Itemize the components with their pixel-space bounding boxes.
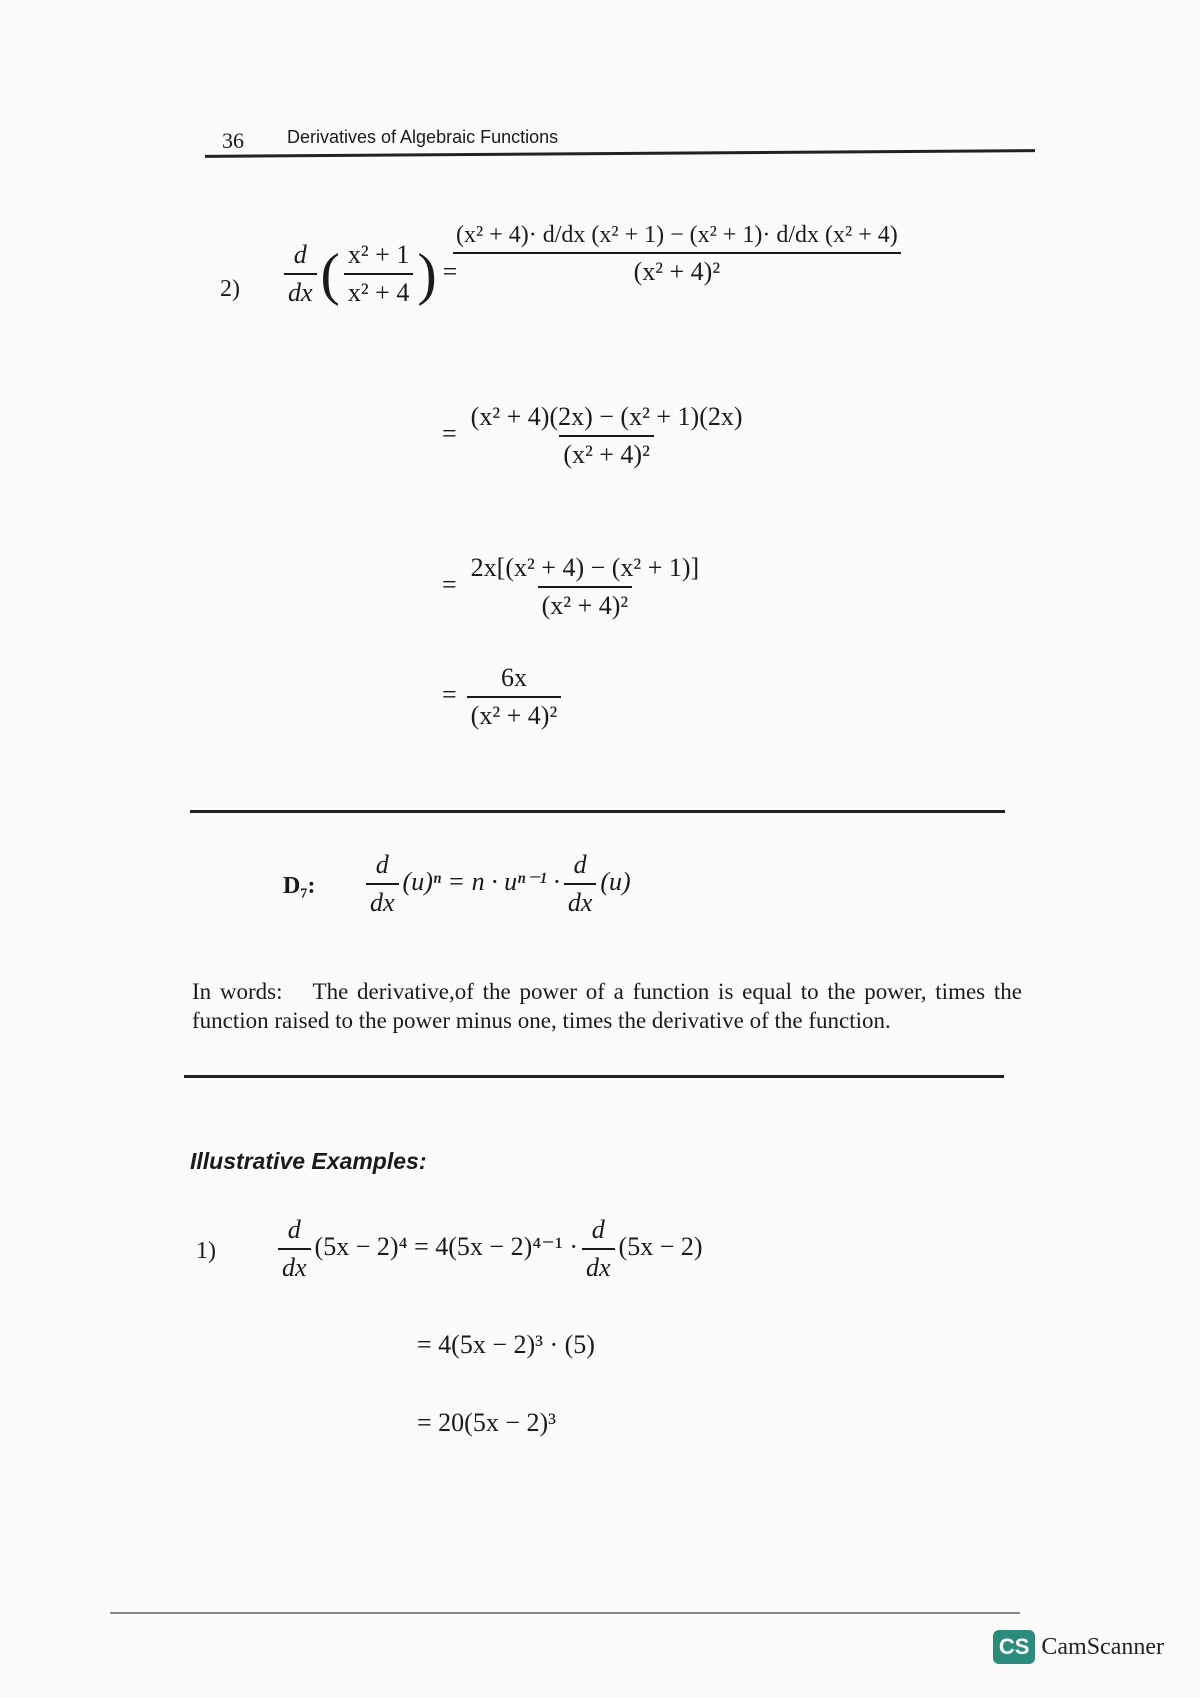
rule-d7-formula: $\frac{d}{dx}$ (u)ⁿ = n · uⁿ⁻¹ · $\frac{d}{dx}$ (u)	[362, 850, 631, 918]
camscanner-watermark	[993, 1630, 1164, 1664]
example-2-step3: = $\frac{\text{2x[(x² + 4) − (x² + 1)]}}{\text{(x² + 4)²}}$	[436, 553, 707, 621]
rule-d7-label: D₇:	[283, 873, 316, 899]
step3-denominator: (x² + 4)²	[538, 586, 633, 621]
page-bottom-edge	[110, 1612, 1020, 1614]
in-words-label: In words:	[192, 979, 283, 1004]
example-1-label: 1)	[196, 1238, 216, 1264]
camscanner-icon: CS	[993, 1630, 1036, 1664]
step4-denominator: (x² + 4)²	[467, 696, 562, 731]
example-2-lhs: $\frac{d}{dx}$ ( $\frac{\text{x² + 1}}{\text{x² + 4}}$ ) =	[280, 240, 463, 308]
lhs-fraction: $\frac{\text{x² + 1}}{\text{x² + 4}}$	[344, 240, 413, 308]
example-2-step1	[448, 222, 906, 287]
d-dx-operator: $\frac{d}{dx}$	[284, 240, 317, 308]
example-1-step2: = 4(5x − 2)³ · (5)	[417, 1330, 595, 1359]
example-2-step2: = $\frac{\text{(x² + 4)(2x) − (x² + 1)(2x)}}{\text{(x² + 4)²}}$	[436, 402, 751, 470]
page-header-title: Derivatives of Algebraic Functions	[287, 127, 559, 147]
step2-numerator: (x² + 4)(2x) − (x² + 1)(2x)	[470, 402, 743, 431]
example-1-equation: $\frac{d}{dx}$ (5x − 2)⁴ = 4(5x − 2)⁴⁻¹ · $\frac{d}{dx}$ (5x − 2)	[274, 1215, 703, 1283]
section-divider-2	[184, 1075, 1004, 1078]
example-2-step4: = $\frac{6x}{\text{(x² + 4)²}}$	[436, 663, 565, 731]
camscanner-label: CamScanner	[1041, 1633, 1164, 1660]
step1-numerator: (x² + 4)· d/dx (x² + 1) − (x² + 1)· d/dx (x² + 4)	[456, 222, 898, 248]
step4-numerator: 6x	[500, 663, 527, 692]
step3-numerator: 2x[(x² + 4) − (x² + 1)]	[470, 553, 700, 582]
in-words-text: The derivative,of the power of a function is equal to the power, times the function raised to the power minus one, times the derivative of the function.	[192, 979, 1022, 1033]
section-divider-1	[190, 810, 1005, 813]
page-number: 36	[222, 128, 244, 153]
in-words-paragraph	[192, 977, 1022, 1035]
step1-denominator: (x² + 4)²	[453, 252, 901, 287]
example-2-label: 2)	[220, 276, 240, 302]
example-1-step3: = 20(5x − 2)³	[417, 1408, 556, 1437]
header-rule	[205, 149, 1035, 158]
illustrative-examples-heading: Illustrative Examples:	[190, 1148, 427, 1174]
step2-denominator: (x² + 4)²	[559, 435, 654, 470]
